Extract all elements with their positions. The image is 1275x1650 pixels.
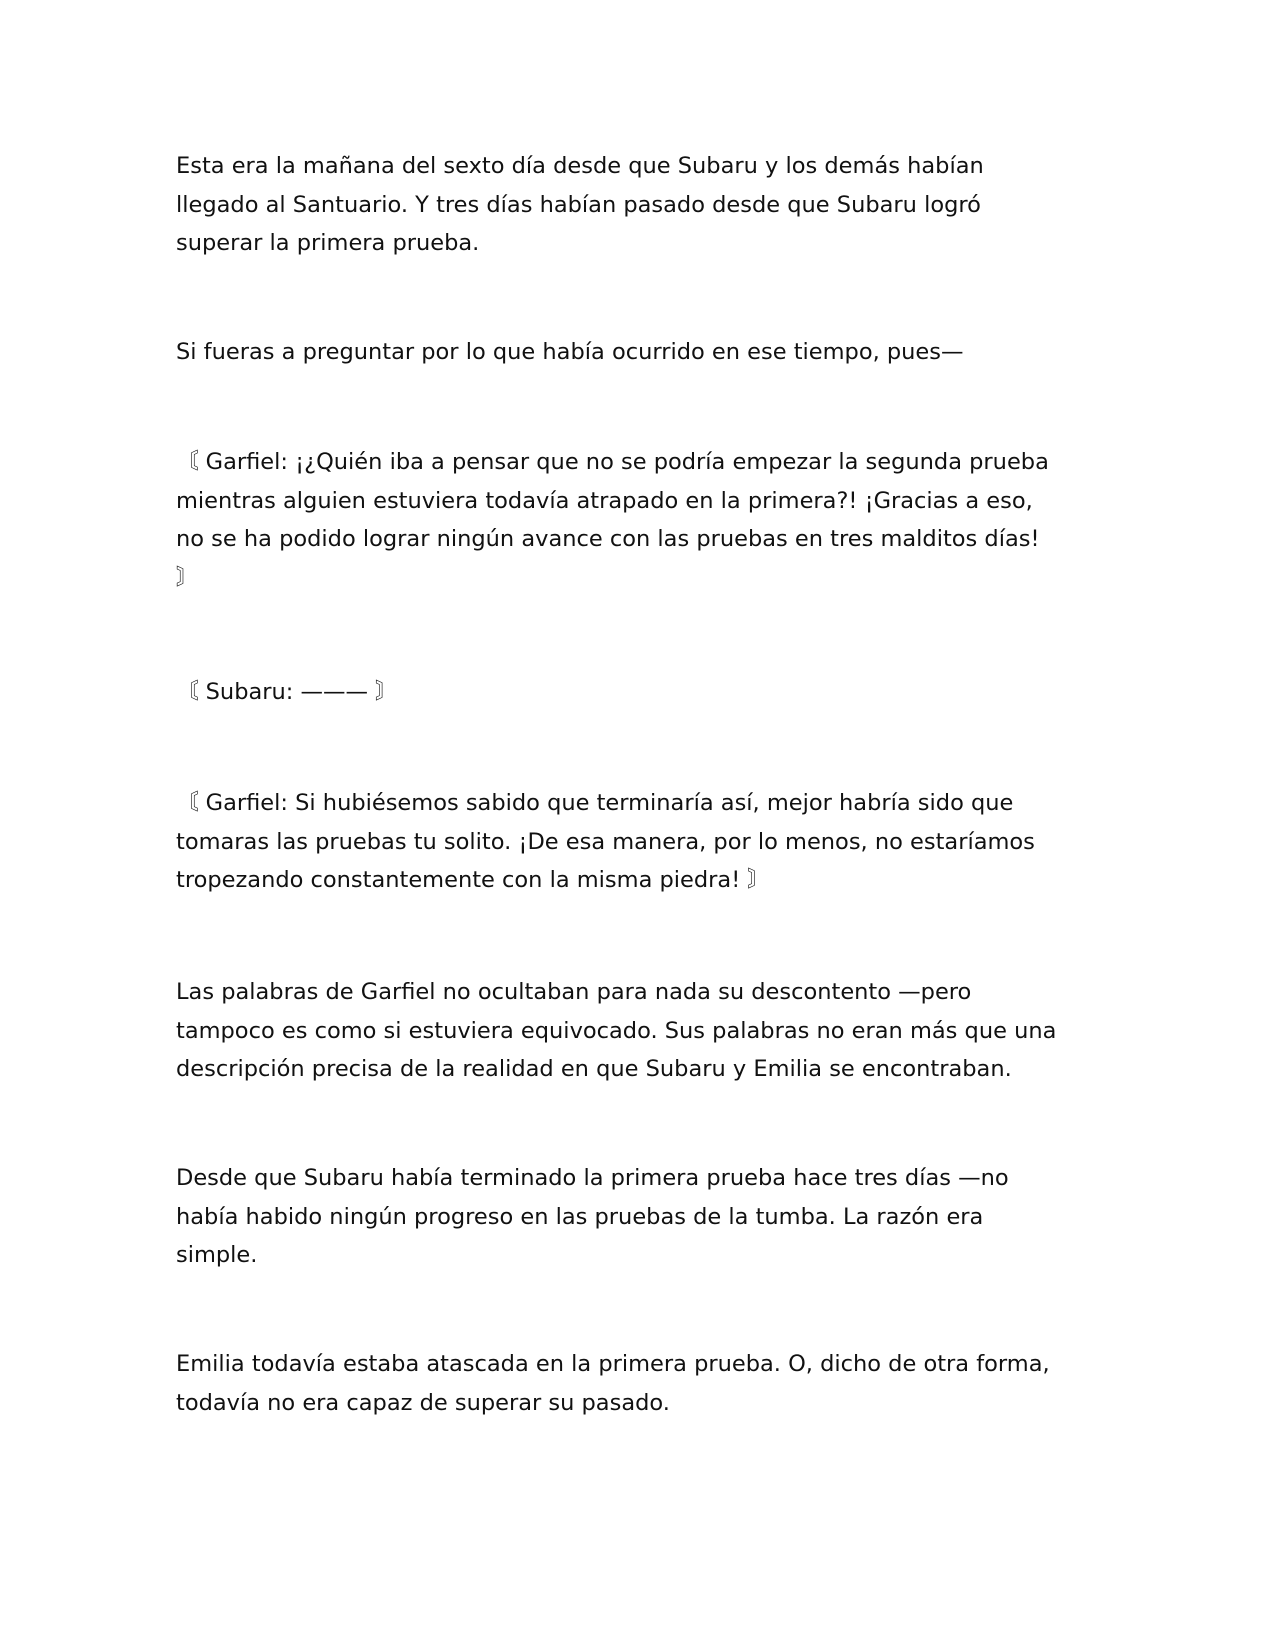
paragraph-question: Si fueras a preguntar por lo que había ocurrido en ese tiempo, pues— — [176, 339, 964, 365]
dialogue-garfiel-2: 〘 Garfiel: Si hubiésemos sabido que terminaría así, mejor habría sido que tomaras las pruebas tu solito. ¡De esa manera, por lo menos, no estaríamos tropezando constantemente con la misma piedra! 〙 — [176, 790, 1035, 893]
paragraph-garfiel-words: Las palabras de Garfiel no ocultaban para nada su descontento —pero tampoco es como si estuviera equivocado. Sus palabras no eran más que una descripción precisa de la realidad en que Subaru y Emilia se encontraban. — [176, 979, 1057, 1082]
paragraph-no-progress: Desde que Subaru había terminado la primera prueba hace tres días —no había habido ningún progreso en las pruebas de la tumba. La razón era simple. — [176, 1165, 1009, 1268]
dialogue-subaru: 〘 Subaru: ——— 〙 — [176, 679, 398, 705]
dialogue-garfiel-1: 〘 Garfiel: ¡¿Quién iba a pensar que no se podría empezar la segunda prueba mientras alguien estuviera todavía atrapado en la primera?! ¡Gracias a eso, no se ha podido lograr ningún avance con las pruebas en tres malditos días! 〙 — [176, 449, 1049, 591]
paragraph-intro: Esta era la mañana del sexto día desde que Subaru y los demás habían llegado al Santuario. Y tres días habían pasado desde que Subaru logró superar la primera prueba. — [176, 153, 984, 256]
paragraph-emilia: Emilia todavía estaba atascada en la primera prueba. O, dicho de otra forma, todavía no era capaz de superar su pasado. — [176, 1351, 1050, 1416]
